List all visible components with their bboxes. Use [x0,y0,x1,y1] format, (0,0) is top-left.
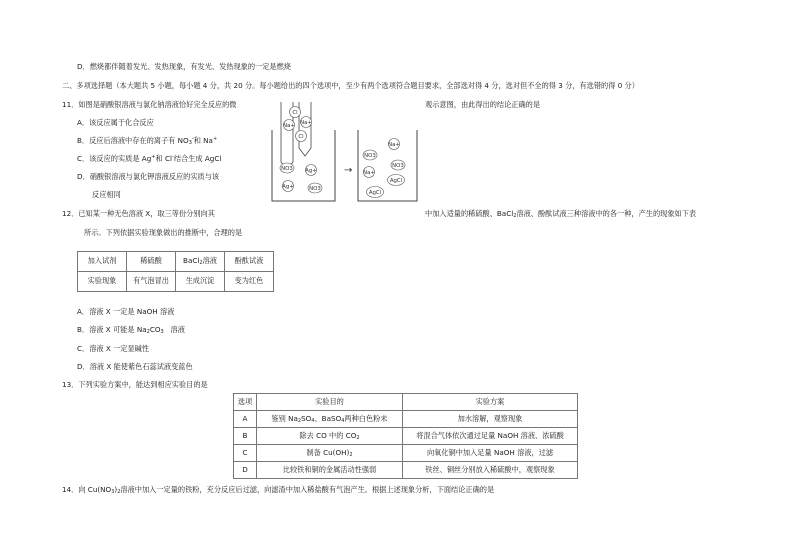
ion-label: Ag+ [305,168,317,174]
ion-label: Cl [292,110,298,116]
ion-label: Na+ [388,142,400,148]
table-cell: C [234,445,257,462]
table-row [78,252,274,272]
q12-option-a: A．溶液 X 一定是 NaOH 溶液 [77,307,175,316]
section2-heading: 二、多项选择题（本大题共 5 小题，每小题 4 分，共 20 分。每小题给出的四个选项中，至少有两个选项符合题目要求，全部选对得 4 分，选对但不全的得 3 分，有选错的得 0 分） [62,81,639,90]
table-cell: 实验现象 [78,272,127,292]
ion-label: NO3 [281,166,293,172]
table-cell: 变为红色 [225,272,274,292]
ion-label: AgCl [368,190,382,196]
table-header-cell: 选项 [234,394,257,411]
q12-stem-right: 中加入适量的稀硫酸、BaCl$_2$溶液、酚酞试液三种溶液中的各一种，产生的现象如下表 [425,209,697,219]
table-row [78,272,274,292]
reaction-arrow-icon: → [344,165,353,176]
table-header-cell: 稀硫酸 [127,252,176,272]
ion-label: AgCl [389,178,403,184]
table-cell: 将混合气体依次通过足量 NaOH 溶液、浓硫酸 [403,428,578,445]
q11-option-d-line1: D．硝酸银溶液与氯化钾溶液反应的实质与该 [77,172,220,181]
table-cell: 有气泡冒出 [127,272,176,292]
q13-stem: 13．下列实验方案中，能达到相应实验目的是 [62,380,208,389]
table-header-cell: 实验方案 [403,394,578,411]
table-row [234,462,578,479]
q10-option-d: D．燃烧都伴随着发光、发热现象，有发光、发热现象的一定是燃烧 [77,62,291,71]
table-cell: 加水溶解，观察现象 [403,411,578,428]
ion-label: Na+ [283,123,295,129]
table-row [234,394,578,411]
table-cell: 生成沉淀 [176,272,225,292]
q11-option-d-line2: 反应相同 [92,190,121,199]
ion-label: NO3 [309,186,321,192]
q14-stem: 14．向 $Cu(NO_3)_2$溶液中加入一定量的铁粉，充分反应后过滤，向滤渣中加入稀盐酸有气泡产生。根据上述现象分析，下面结论正确的是 [62,485,495,495]
table-cell: D [234,462,257,479]
table-cell: B [234,428,257,445]
ion-label: NO3 [364,153,376,159]
q12-option-c: C．溶液 X 一定显碱性 [77,344,150,353]
q12-table [77,251,274,292]
table-cell: 制备 $Cu(OH)_2$ [257,445,403,462]
q11-option-b: B．反应后溶液中存在的离子有 $NO_3^-$和 Na+ [77,136,218,146]
q12-option-b: B．溶液 X 可能是 $Na_2CO_3$ 溶液 [77,325,185,335]
q12-stem-left: 12．已知某一种无色溶液 X，取三等份分别向其 [62,209,215,218]
table-cell: 鉴别 $Na_2SO_4$、BaSO$_4$两种白色粉末 [257,411,403,428]
table-cell: 铁丝、铜丝分别放入稀硫酸中，观察现象 [403,462,578,479]
table-cell: 除去 CO 中的 $CO_2$ [257,428,403,445]
ion-label: Ag+ [282,184,294,190]
table-cell: A [234,411,257,428]
table-header-cell: 酚酞试液 [225,252,274,272]
q12-stem-line2: 所示。下列依据实验现象做出的推断中，合理的是 [84,228,243,237]
q11-stem-left: 11．如图是硝酸银溶液与氯化钠溶液恰好完全反应的微 [62,100,237,109]
q11-option-a: A．该反应属于化合反应 [77,118,154,127]
q12-option-d: D．溶液 X 能使紫色石蕊试液变蓝色 [77,362,193,371]
q11-option-c: C．该反应的实质是 Ag+和 Cl-结合生成 AgCl [77,154,222,163]
ion-label: NO3 [392,163,404,169]
table-row [234,411,578,428]
table-cell: 比较铁和铜的金属活动性强弱 [257,462,403,479]
ion-label: Cl [298,134,304,140]
table-row [234,428,578,445]
table-header-cell: 加入试剂 [78,252,127,272]
table-row [234,445,578,462]
table-cell: 向氧化铜中加入足量 NaOH 溶液，过滤 [403,445,578,462]
table-header-cell: 实验目的 [257,394,403,411]
dropper-right [299,102,311,156]
q13-table [233,393,578,479]
table-header-cell: BaCl$_2$溶液 [176,252,225,272]
ion-label: Na+ [363,170,375,176]
q11-stem-right: 观示意图，由此得出的结论正确的是 [425,100,541,109]
ion-label: Na+ [300,120,312,126]
reaction-diagram [265,100,425,204]
